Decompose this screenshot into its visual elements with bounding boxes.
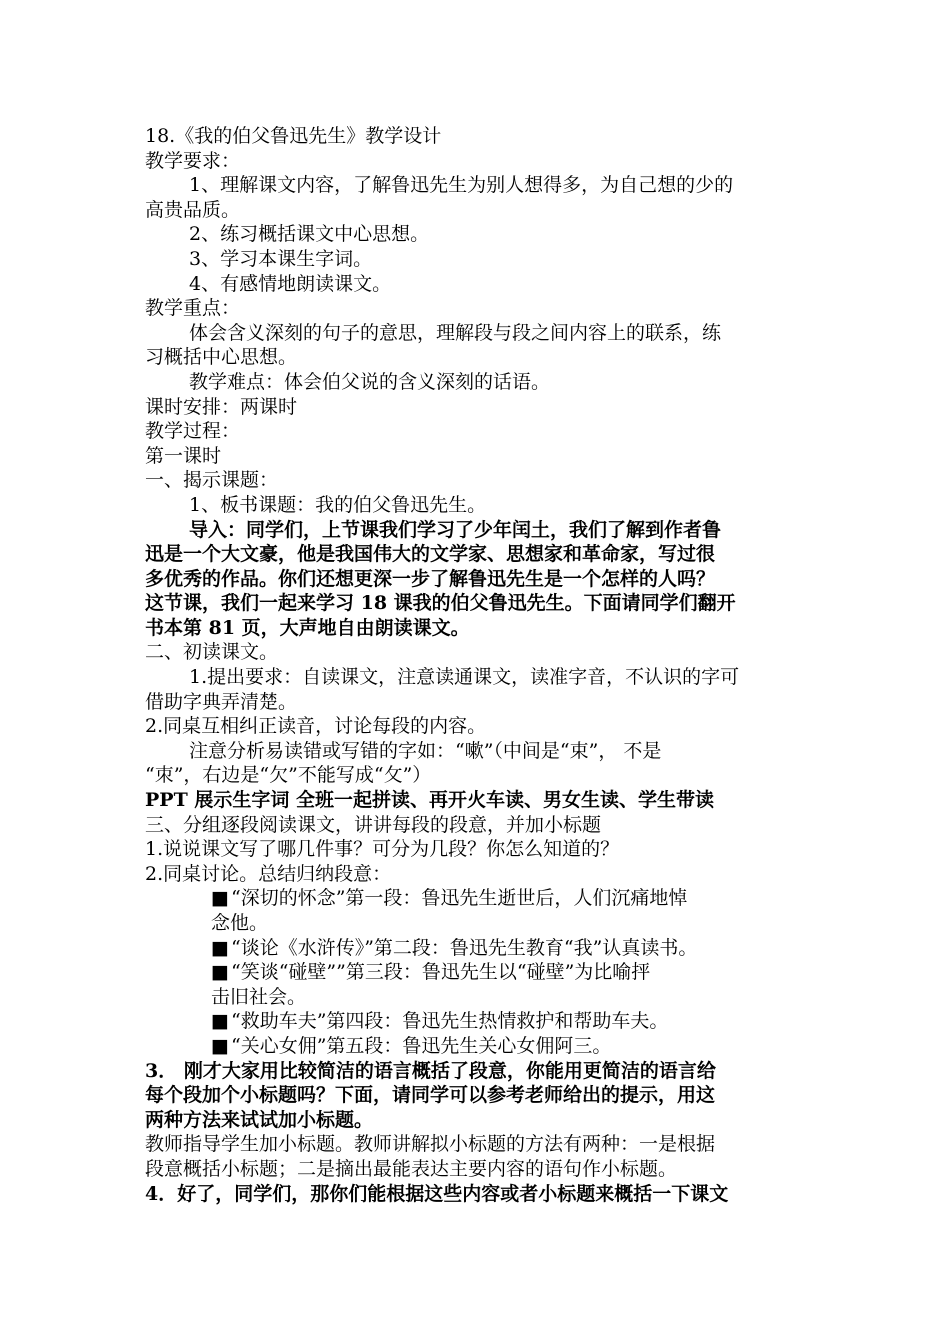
difficulty-line: 教学难点：体会伯父说的含义深刻的话语。 xyxy=(189,370,551,393)
square-bullet-icon: ■ xyxy=(211,936,229,959)
document-title: 18.《我的伯父鲁迅先生》教学设计 xyxy=(145,125,442,147)
focus-line: 体会含义深刻的句子的意思，理解段与段之间内容上的联系，练 xyxy=(189,321,722,344)
part-two-heading: 二、初读课文。 xyxy=(145,641,279,664)
part-three-heading: 三、分组逐段阅读课文，讲讲每段的段意，并加小标题 xyxy=(145,813,602,836)
list-item-text: “深切的怀念”第一段：鲁迅先生逝世后，人们沉痛地悼 xyxy=(231,887,688,910)
question-three-line: 3． 刚才大家用比较简洁的语言概括了段意，你能用更简洁的语言给 xyxy=(145,1059,716,1082)
square-bullet-icon: ■ xyxy=(211,961,229,984)
list-item-text: “谈论《水浒传》”第二段：鲁迅先生教育“我”认真读书。 xyxy=(231,936,698,959)
list-item-text: “关心女佣”第五段：鲁迅先生关心女佣阿三。 xyxy=(231,1034,612,1057)
question-three-line: 每个段加个小标题吗？下面，请同学可以参考老师给出的提示，用这 xyxy=(145,1084,716,1107)
list-item xyxy=(211,886,810,911)
part-three-line: 2.同桌讨论。总结归纳段意： xyxy=(145,862,392,885)
part-one-heading: 一、揭示课题： xyxy=(145,469,279,492)
list-item xyxy=(211,1009,810,1034)
question-three-line: 两种方法来试试加小标题。 xyxy=(145,1108,374,1131)
lesson-heading: 第一课时 xyxy=(145,444,222,467)
requirement-line: 1、理解课文内容，了解鲁迅先生为别人想得多，为自己想的少的 xyxy=(189,174,734,197)
part-two-line: 1.提出要求：自读课文，注意读通课文，读准字音，不认识的字可 xyxy=(189,666,740,689)
heading-focus: 教学重点： xyxy=(145,297,241,320)
list-item xyxy=(211,1034,810,1059)
focus-line: 习概括中心思想。 xyxy=(145,346,298,369)
intro-line: 导入：同学们，上节课我们学习了少年闰土，我们了解到作者鲁 xyxy=(189,518,722,541)
lesson-plan-body xyxy=(145,124,810,1206)
intro-line: 这节课，我们一起来学习 18 课我的伯父鲁迅先生。下面请同学们翻开 xyxy=(145,592,736,615)
part-two-line: 2.同桌互相纠正读音，讨论每段的内容。 xyxy=(145,715,487,738)
heading-process: 教学过程： xyxy=(145,420,241,443)
part-two-line: 注意分析易读错或写错的字如：“嗽”（中间是“束”， 不是 xyxy=(189,739,662,762)
intro-line: 多优秀的作品。你们还想更深一步了解鲁迅先生是一个怎样的人吗？ xyxy=(145,567,716,590)
list-item-text: “笑谈“碰壁””第三段：鲁迅先生以“碰壁”为比喻抨 xyxy=(231,961,651,984)
part-three-line: 1.说说课文写了哪几件事？可分为几段？你怎么知道的？ xyxy=(145,838,620,861)
teacher-guidance-line: 教师指导学生加小标题。教师讲解拟小标题的方法有两种：一是根据 xyxy=(145,1133,716,1156)
part-two-line: 借助字典弄清楚。 xyxy=(145,690,298,713)
list-item xyxy=(211,960,810,985)
heading-requirements: 教学要求： xyxy=(145,149,241,172)
intro-line: 书本第 81 页，大声地自由朗读课文。 xyxy=(145,616,470,639)
square-bullet-icon: ■ xyxy=(211,1034,229,1057)
list-item-continuation: 击旧社会。 xyxy=(211,985,307,1008)
list-item-continuation: 念他。 xyxy=(211,912,269,934)
part-two-line: “朿”，右边是“欠”不能写成“攵”） xyxy=(145,764,432,787)
requirement-line: 4、有感情地朗读课文。 xyxy=(189,272,392,295)
requirement-line: 3、学习本课生字词。 xyxy=(189,247,373,270)
requirement-line: 2、练习概括课文中心思想。 xyxy=(189,223,430,246)
teacher-guidance-line: 段意概括小标题；二是摘出最能表达主要内容的语句作小标题。 xyxy=(145,1157,678,1180)
list-item-text: “救助车夫”第四段：鲁迅先生热情救护和帮助车夫。 xyxy=(231,1010,669,1033)
requirement-line: 高贵品质。 xyxy=(145,198,241,221)
part-one-item: 1、板书课题：我的伯父鲁迅先生。 xyxy=(189,493,487,516)
question-four-line: 4．好了，同学们，那你们能根据这些内容或者小标题来概括一下课文 xyxy=(145,1182,729,1205)
ppt-line: PPT 展示生字词 全班一起拼读、再开火车读、男女生读、学生带读 xyxy=(145,789,714,812)
list-item xyxy=(211,936,810,961)
schedule-line: 课时安排：两课时 xyxy=(145,395,298,418)
intro-line: 迅是一个大文豪，他是我国伟大的文学家、思想家和革命家，写过很 xyxy=(145,543,716,566)
paragraph-summary-list xyxy=(145,886,810,1058)
square-bullet-icon: ■ xyxy=(211,887,229,910)
square-bullet-icon: ■ xyxy=(211,1010,229,1033)
